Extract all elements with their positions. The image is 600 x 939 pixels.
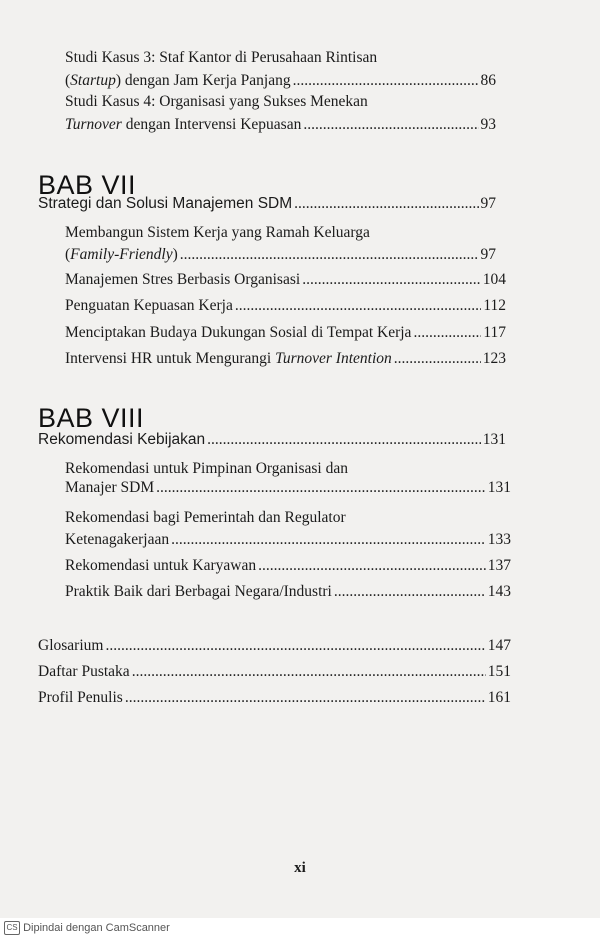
leader-dots: [302, 270, 481, 290]
toc-entry-text: Menciptakan Budaya Dukungan Sosial di Tempat Kerja: [65, 324, 412, 341]
toc-page-number: 137: [487, 557, 511, 574]
toc-page-number: 131: [487, 479, 511, 496]
leader-dots: [294, 194, 478, 214]
toc-page-number: 123: [482, 350, 506, 367]
toc-entry-7-3[interactable]: [65, 296, 506, 316]
toc-entry-text: Penguatan Kepuasan Kerja: [65, 297, 233, 314]
toc-page-number: 97: [480, 246, 496, 263]
toc-entry-7-5[interactable]: [65, 349, 506, 369]
toc-entry-text: (Family-Friendly): [65, 246, 178, 263]
leader-dots: [303, 115, 478, 135]
toc-entry-8-4[interactable]: [65, 582, 511, 602]
toc-entry-studi-kasus-3[interactable]: [65, 71, 496, 91]
toc-entry-8-1-line1: Rekomendasi untuk Pimpinan Organisasi dan: [65, 460, 348, 477]
toc-entry-studi-kasus-4-line1: Studi Kasus 4: Organisasi yang Sukses Menekan: [65, 93, 368, 110]
toc-entry-daftar-pustaka[interactable]: [38, 662, 511, 682]
scanner-footer: [0, 918, 600, 939]
toc-chapter-title-8[interactable]: [38, 430, 506, 450]
leader-dots: [293, 71, 479, 91]
toc-page-number: 143: [487, 583, 511, 600]
toc-entry-profil-penulis[interactable]: [38, 688, 511, 708]
leader-dots: [125, 688, 486, 708]
toc-entry-8-3[interactable]: [65, 556, 511, 576]
toc-entry-text: Rekomendasi Kebijakan: [38, 431, 206, 448]
toc-entry-8-2[interactable]: [65, 530, 511, 550]
toc-page-number: 117: [483, 324, 506, 341]
toc-entry-text: Glosarium: [38, 637, 104, 654]
leader-dots: [105, 636, 485, 656]
page-number: xi: [294, 860, 306, 876]
toc-entry-text: Strategi dan Solusi Manajemen SDM: [38, 195, 293, 212]
toc-entry-text: Praktik Baik dari Berbagai Negara/Industri: [65, 583, 332, 600]
leader-dots: [334, 582, 486, 602]
leader-dots: [235, 296, 481, 316]
toc-page-number: 133: [487, 531, 511, 548]
toc-entry-7-1[interactable]: [65, 245, 496, 265]
toc-entry-text: Manajemen Stres Berbasis Organisasi: [65, 271, 301, 288]
camscanner-logo-icon: CS: [4, 921, 20, 935]
toc-page-number: 86: [480, 72, 496, 89]
scanner-footer-text: Dipindai dengan CamScanner: [23, 922, 170, 934]
toc-entry-studi-kasus-4[interactable]: [65, 115, 496, 135]
toc-entry-8-2-line1: Rekomendasi bagi Pemerintah dan Regulator: [65, 509, 346, 526]
toc-entry-text: Rekomendasi untuk Karyawan: [65, 557, 257, 574]
toc-page-number: 104: [482, 271, 506, 288]
toc-entry-text: Turnover dengan Intervensi Kepuasan: [65, 116, 302, 133]
chapter-heading-bab-7: BAB VII: [38, 170, 137, 200]
toc-entry-text: Intervensi HR untuk Mengurangi Turnover Intention: [65, 350, 392, 367]
toc-entry-studi-kasus-3-line1: Studi Kasus 3: Staf Kantor di Perusahaan Rintisan: [65, 49, 378, 66]
leader-dots: [156, 478, 486, 498]
toc-entry-text: Ketenagakerjaan: [65, 531, 170, 548]
toc-entry-7-4[interactable]: [65, 323, 506, 343]
toc-entry-text: (Startup) dengan Jam Kerja Panjang: [65, 72, 291, 89]
toc-entry-text: Daftar Pustaka: [38, 663, 130, 680]
toc-entry-text: Profil Penulis: [38, 689, 123, 706]
toc-page-number: 151: [487, 663, 511, 680]
leader-dots: [394, 349, 481, 369]
toc-entry-7-2[interactable]: [65, 270, 506, 290]
toc-page-number: 93: [480, 116, 496, 133]
leader-dots: [171, 530, 486, 550]
toc-page-number: 161: [487, 689, 511, 706]
toc-page-number: 112: [483, 297, 506, 314]
toc-page-number: 97: [480, 195, 496, 212]
leader-dots: [258, 556, 486, 576]
leader-dots: [180, 245, 479, 265]
toc-page-number: 147: [487, 637, 511, 654]
leader-dots: [207, 430, 481, 450]
toc-chapter-title-7[interactable]: [38, 194, 496, 214]
toc-entry-8-1[interactable]: [65, 478, 511, 498]
leader-dots: [132, 662, 486, 682]
chapter-heading-bab-8: BAB VIII: [38, 403, 145, 433]
toc-page-number: 131: [482, 431, 506, 448]
leader-dots: [413, 323, 481, 343]
toc-entry-text: Manajer SDM: [65, 479, 155, 496]
toc-entry-glosarium[interactable]: [38, 636, 511, 656]
toc-entry-7-1-line1: Membangun Sistem Kerja yang Ramah Keluarga: [65, 224, 370, 241]
